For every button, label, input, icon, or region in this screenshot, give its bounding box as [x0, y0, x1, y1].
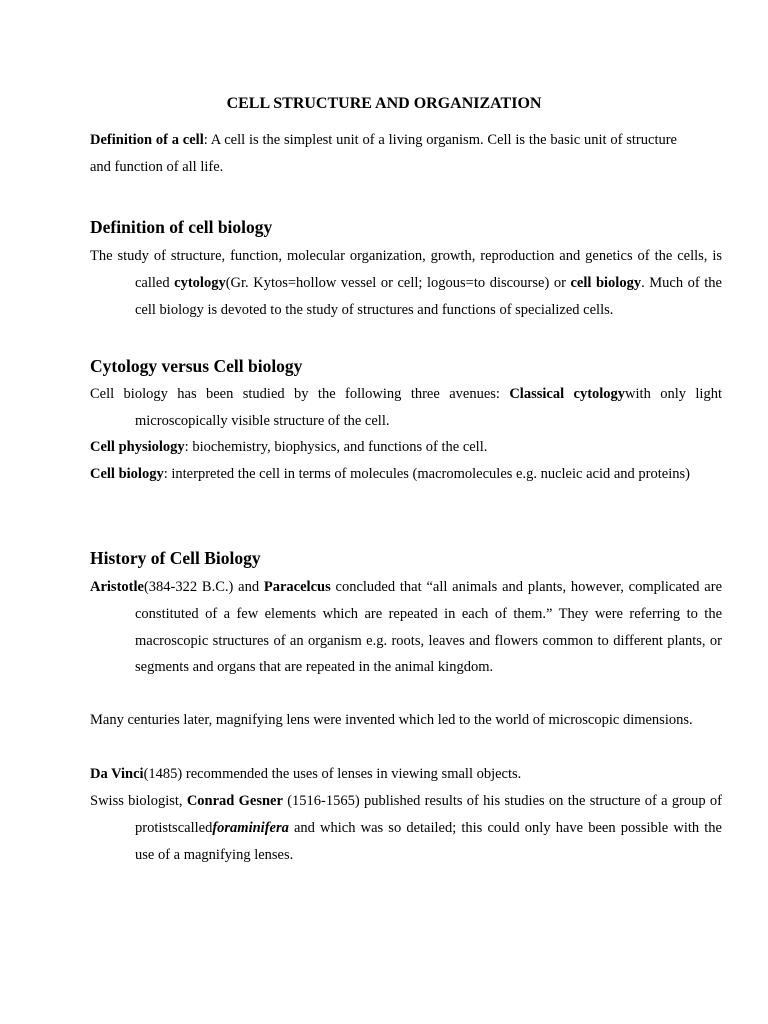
heading-cytology-versus-cell-biology: Cytology versus Cell biology [90, 356, 303, 376]
bold-term-cytology: cytology [174, 274, 226, 291]
bold-term-classical-cytology: Classical cytology [509, 386, 626, 402]
cell-biology-paragraph [90, 243, 722, 323]
cell-physiology-paragraph [90, 434, 722, 461]
aristotle-paragraph [90, 574, 722, 681]
bold-term-cell-biology: cell biology [570, 274, 642, 291]
text-run: : interpreted the cell in terms of molecules (macromolecules e.g. nucleic acid and proteins) [163, 466, 690, 482]
bold-term-paracelcus: Paracelcus [263, 579, 331, 595]
bold-term-da-vinci: Da Vinci [90, 766, 144, 782]
gesner-paragraph [90, 788, 722, 868]
text-run: (1485) recommended the uses of lenses in viewing small objects. [143, 766, 522, 782]
bold-italic-term-foraminifera: foraminifera [212, 819, 289, 836]
text-run: Many centuries later, magnifying lens were invented which led to the world of microscopic dimensions. [90, 712, 693, 728]
text-run: . Much of the cell biology is devoted to the study of structures and functions of specialized cells. [135, 274, 722, 318]
avenues-paragraph [90, 381, 722, 435]
da-vinci-paragraph [90, 761, 722, 788]
text-run: (1516-1565) published results of his studies on the structure of a group of protistscalled [135, 793, 723, 836]
text-run: The study of structure, function, molecular organization, growth, reproduction and genetics of the cells, is called [90, 248, 722, 291]
cell-biology-molecules-paragraph [90, 461, 722, 488]
text-run: with only light microscopically visible structure of the cell. [135, 386, 722, 429]
text-run: and which was so detailed; this could only have been possible with the use of a magnifying lenses. [135, 819, 722, 863]
bold-term-cell-biology: Cell biology [90, 466, 164, 482]
definition-text: : A cell is the simplest unit of a living organism. Cell is the basic unit of structure and function of all life. [90, 132, 677, 175]
bold-term-cell-physiology: Cell physiology [90, 439, 185, 455]
magnifying-lens-paragraph [90, 707, 722, 734]
page-title: CELL STRUCTURE AND ORGANIZATION [226, 95, 542, 112]
text-run: : biochemistry, biophysics, and functions of the cell. [184, 439, 488, 455]
heading-definition-cell-biology: Definition of cell biology [90, 217, 273, 237]
definition-term: Definition of a cell [90, 132, 204, 148]
definition-of-cell-paragraph [90, 127, 677, 181]
text-run: concluded that “all animals and plants, however, complicated are constituted of a few elements which are repeated in each of them.” They were referring to the macroscopic structures of an organism e.g. roots, leaves and flowers common to different plants, or segments and organs that are repeated in the animal kingdom. [135, 579, 723, 676]
bold-term-conrad-gesner: Conrad Gesner [186, 793, 283, 809]
text-run: (Gr. Kytos=hollow vessel or cell; logous=to discourse) or [225, 274, 571, 291]
text-run: Swiss biologist, [90, 793, 187, 809]
heading-history-of-cell-biology: History of Cell Biology [90, 548, 261, 568]
text-run: (384-322 B.C.) and [143, 579, 264, 595]
bold-term-aristotle: Aristotle [90, 579, 144, 595]
text-run: Cell biology has been studied by the following three avenues: [90, 386, 510, 402]
